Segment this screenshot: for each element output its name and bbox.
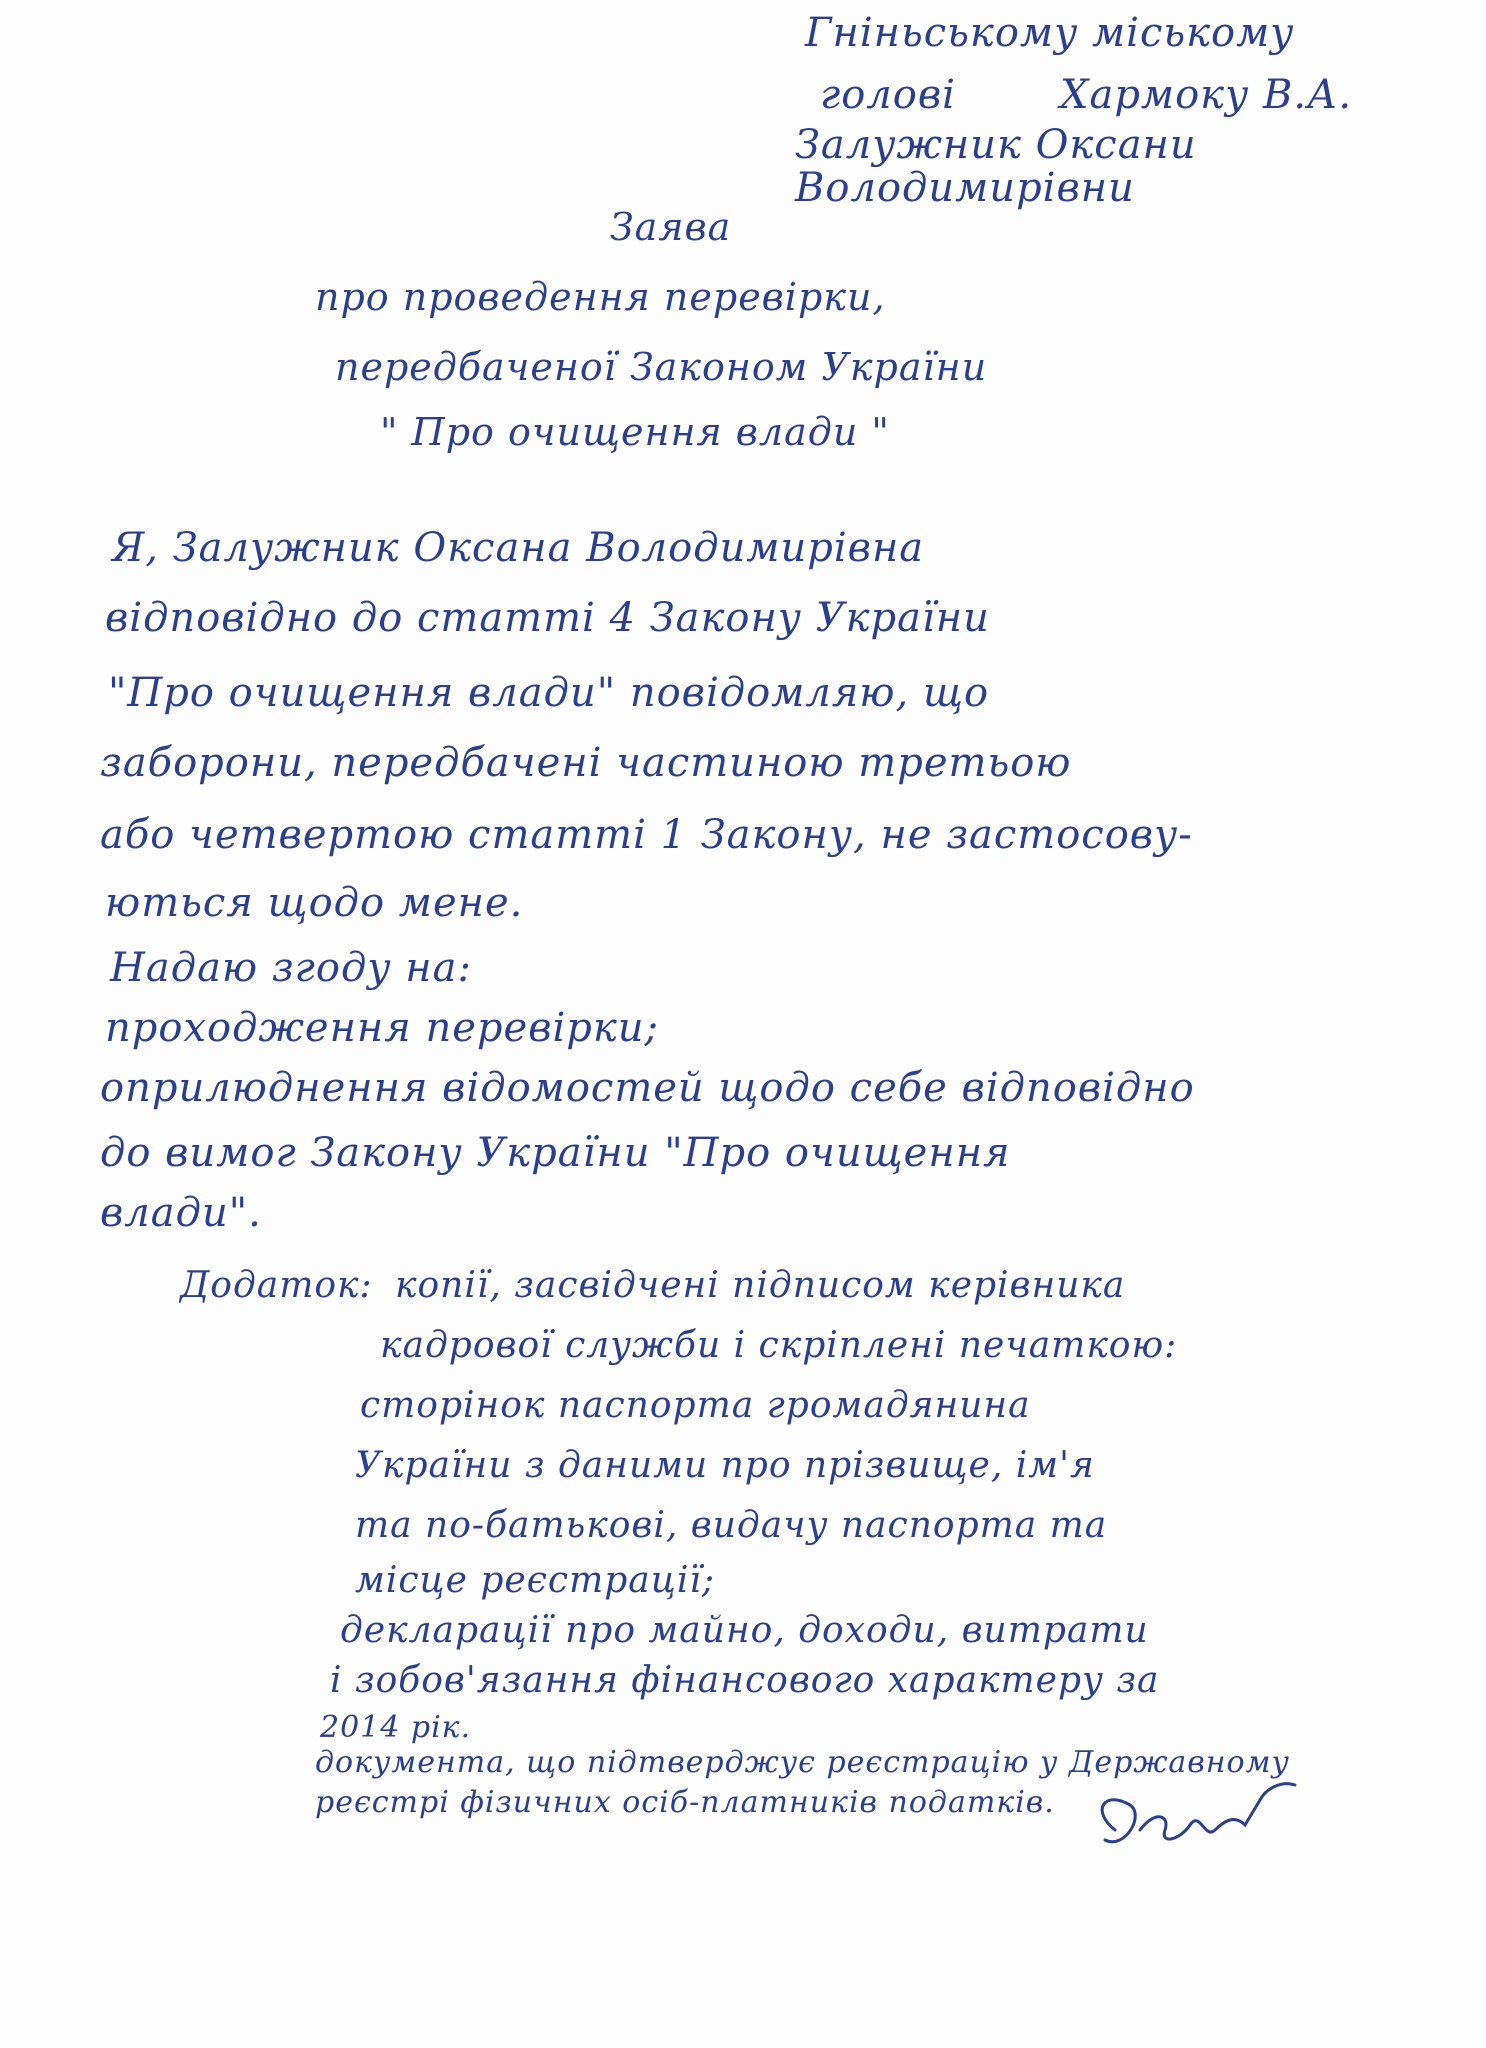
attachment-line-8: і зобов'язання фінансового характеру за [330, 1660, 1160, 1701]
heading-sub-1: про проведення перевірки, [315, 275, 886, 319]
addressee-name: Хармоку В.А. [1060, 72, 1353, 118]
addressee-line-4: Володимирівни [795, 165, 1135, 211]
body-line-2: відповідно до статті 4 Закону України [105, 595, 990, 641]
addressee-line-3: Залужник Оксани [795, 122, 1197, 168]
body-line-4: заборони, передбачені частиною третьою [100, 740, 1072, 786]
attachment-line-7: декларації про майно, доходи, витрати [340, 1610, 1149, 1651]
body-line-1: Я, Залужник Оксана Володимирівна [112, 525, 925, 571]
consent-line-5: влади". [100, 1190, 262, 1236]
attachment-line-4: України з даними про прізвище, ім'я [355, 1445, 1095, 1486]
attachment-line-1: копії, засвідчені підписом керівника [395, 1265, 1126, 1306]
consent-line-4: до вимог Закону України "Про очищення [100, 1130, 1011, 1176]
consent-line-1: Надаю згоду на: [110, 945, 472, 991]
consent-line-2: проходження перевірки; [105, 1005, 659, 1051]
attachment-line-6: місце реєстрації; [355, 1560, 715, 1601]
addressee-line-1: Гніньському міському [805, 10, 1295, 56]
document-title: Заява [610, 205, 732, 249]
heading-sub-3: " Про очищення влади " [380, 410, 890, 454]
heading-sub-2: передбаченої Законом України [335, 345, 988, 389]
attachment-line-3: сторінок паспорта громадянина [360, 1385, 1031, 1426]
attachment-label: Додаток: [180, 1265, 373, 1306]
attachment-line-10: документа, що підтверджує реєстрацію у Державному [315, 1745, 1290, 1780]
attachment-line-2: кадрової служби і скріплені печаткою: [380, 1325, 1178, 1366]
consent-line-3: оприлюднення відомостей щодо себе відповідно [100, 1065, 1195, 1111]
addressee-line-2: голові [820, 72, 956, 118]
attachment-line-5: та по-батькові, видачу паспорта та [355, 1505, 1108, 1546]
body-line-6: ються щодо мене. [105, 880, 524, 926]
signature [1085, 1770, 1305, 1880]
attachment-line-9: 2014 рік. [320, 1710, 472, 1745]
body-line-5: або четвертою статті 1 Закону, не застосову- [100, 812, 1193, 858]
body-line-3: "Про очищення влади" повідомляю, що [108, 670, 990, 716]
attachment-line-11: реєстрі фізичних осіб-платників податків. [315, 1785, 1055, 1820]
